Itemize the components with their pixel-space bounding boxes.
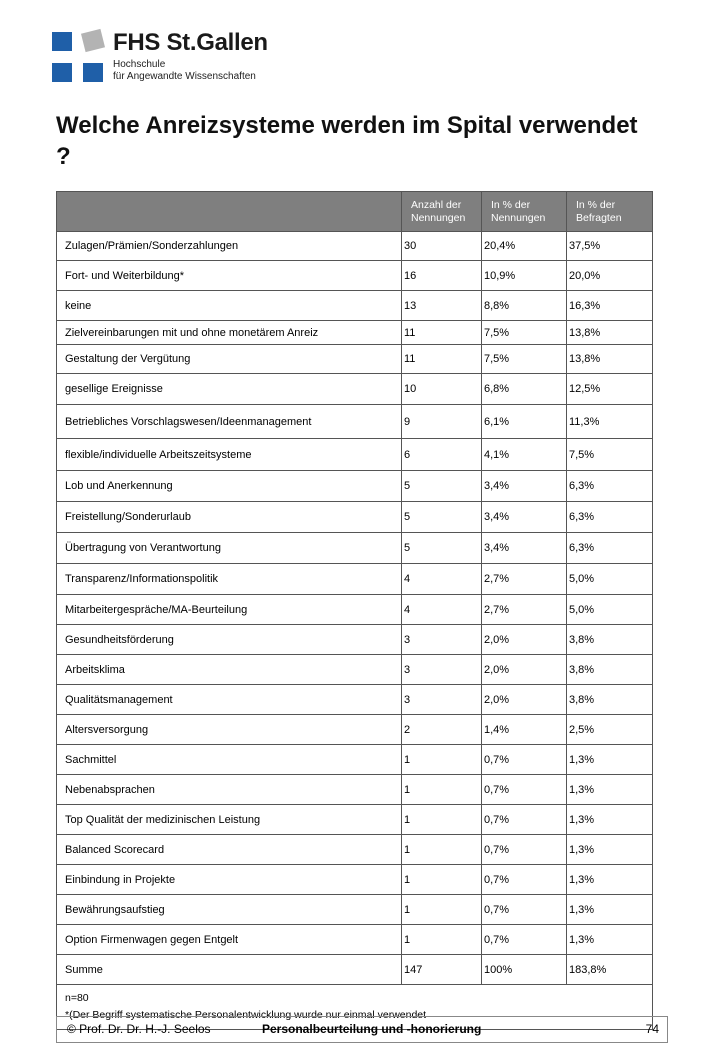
header-cell-label bbox=[57, 192, 402, 232]
row-pct-mentions: 8,8% bbox=[482, 291, 567, 321]
table-row bbox=[57, 625, 653, 655]
row-count: 5 bbox=[402, 471, 482, 502]
row-count: 1 bbox=[402, 745, 482, 775]
table-row bbox=[57, 895, 653, 925]
row-pct-mentions: 2,0% bbox=[482, 625, 567, 655]
row-pct-mentions: 0,7% bbox=[482, 805, 567, 835]
logo-subtitle-line2: für Angewandte Wissenschaften bbox=[113, 71, 256, 82]
row-label: Lob und Anerkennung bbox=[57, 471, 402, 502]
logo-name: FHS St.Gallen bbox=[113, 29, 268, 56]
table-row bbox=[57, 925, 653, 955]
row-pct-respondents: 3,8% bbox=[567, 685, 653, 715]
row-count: 4 bbox=[402, 595, 482, 625]
row-label: Top Qualität der medizinischen Leistung bbox=[57, 805, 402, 835]
row-pct-mentions: 4,1% bbox=[482, 439, 567, 471]
row-pct-mentions: 2,7% bbox=[482, 595, 567, 625]
row-label: Arbeitsklima bbox=[57, 655, 402, 685]
row-count: 4 bbox=[402, 564, 482, 595]
row-label: Gesundheitsförderung bbox=[57, 625, 402, 655]
row-pct-respondents: 5,0% bbox=[567, 595, 653, 625]
footer-page-number: 74 bbox=[645, 1022, 659, 1036]
row-label: Mitarbeitergespräche/MA-Beurteilung bbox=[57, 595, 402, 625]
row-pct-respondents: 12,5% bbox=[567, 374, 653, 405]
table-row bbox=[57, 345, 653, 374]
row-label: Einbindung in Projekte bbox=[57, 865, 402, 895]
row-count: 3 bbox=[402, 655, 482, 685]
row-pct-mentions: 2,7% bbox=[482, 564, 567, 595]
row-label: Transparenz/Informationspolitik bbox=[57, 564, 402, 595]
row-count: 16 bbox=[402, 261, 482, 291]
row-label: Fort- und Weiterbildung* bbox=[57, 261, 402, 291]
row-count: 30 bbox=[402, 232, 482, 261]
footnote-n: n=80 bbox=[65, 992, 89, 1004]
row-pct-respondents: 11,3% bbox=[567, 405, 653, 439]
table-row bbox=[57, 374, 653, 405]
logo-square-gray-tilted bbox=[81, 29, 105, 52]
row-pct-respondents: 6,3% bbox=[567, 502, 653, 533]
row-label: Übertragung von Verantwortung bbox=[57, 533, 402, 564]
row-label: Sachmittel bbox=[57, 745, 402, 775]
row-pct-mentions: 0,7% bbox=[482, 895, 567, 925]
table-row bbox=[57, 805, 653, 835]
row-pct-mentions: 1,4% bbox=[482, 715, 567, 745]
table-header-row bbox=[57, 192, 653, 232]
table-row bbox=[57, 835, 653, 865]
row-pct-mentions: 0,7% bbox=[482, 865, 567, 895]
table-row bbox=[57, 564, 653, 595]
row-pct-respondents: 1,3% bbox=[567, 865, 653, 895]
row-count: 6 bbox=[402, 439, 482, 471]
row-count: 9 bbox=[402, 405, 482, 439]
row-label: keine bbox=[57, 291, 402, 321]
table-row bbox=[57, 471, 653, 502]
table-row bbox=[57, 405, 653, 439]
table-row bbox=[57, 775, 653, 805]
row-count: 147 bbox=[402, 955, 482, 985]
row-pct-respondents: 1,3% bbox=[567, 775, 653, 805]
row-count: 1 bbox=[402, 925, 482, 955]
row-pct-mentions: 0,7% bbox=[482, 745, 567, 775]
table-row bbox=[57, 232, 653, 261]
row-pct-mentions: 10,9% bbox=[482, 261, 567, 291]
row-pct-mentions: 6,1% bbox=[482, 405, 567, 439]
row-label: Betriebliches Vorschlagswesen/Ideenmanagement bbox=[57, 405, 402, 439]
row-pct-respondents: 13,8% bbox=[567, 345, 653, 374]
header-cell-count: Anzahl der Nennungen bbox=[402, 192, 482, 232]
row-label: Freistellung/Sonderurlaub bbox=[57, 502, 402, 533]
row-pct-mentions: 0,7% bbox=[482, 775, 567, 805]
row-pct-respondents: 1,3% bbox=[567, 895, 653, 925]
row-count: 11 bbox=[402, 321, 482, 345]
row-pct-respondents: 1,3% bbox=[567, 925, 653, 955]
footer-course: Personalbeurteilung und -honorierung bbox=[262, 1022, 482, 1036]
header-cell-pct-respondents: In % der Befragten bbox=[567, 192, 653, 232]
row-pct-respondents: 5,0% bbox=[567, 564, 653, 595]
table-row bbox=[57, 655, 653, 685]
row-pct-mentions: 3,4% bbox=[482, 502, 567, 533]
row-pct-mentions: 7,5% bbox=[482, 345, 567, 374]
table-row bbox=[57, 261, 653, 291]
row-pct-mentions: 0,7% bbox=[482, 925, 567, 955]
table-row bbox=[57, 291, 653, 321]
row-pct-respondents: 20,0% bbox=[567, 261, 653, 291]
row-label: Gestaltung der Vergütung bbox=[57, 345, 402, 374]
logo-square-blue-bottom-left bbox=[52, 63, 72, 82]
row-pct-respondents: 37,5% bbox=[567, 232, 653, 261]
row-pct-respondents: 6,3% bbox=[567, 533, 653, 564]
row-pct-respondents: 13,8% bbox=[567, 321, 653, 345]
row-label: Option Firmenwagen gegen Entgelt bbox=[57, 925, 402, 955]
row-count: 1 bbox=[402, 805, 482, 835]
row-pct-respondents: 1,3% bbox=[567, 745, 653, 775]
incentive-table bbox=[56, 191, 653, 1030]
row-pct-mentions: 2,0% bbox=[482, 655, 567, 685]
page-title: Welche Anreizsysteme werden im Spital verwendet ? bbox=[56, 112, 638, 170]
row-label: Summe bbox=[57, 955, 402, 985]
logo-square-blue-bottom-right bbox=[83, 63, 103, 82]
table-row bbox=[57, 502, 653, 533]
table-row bbox=[57, 715, 653, 745]
row-pct-mentions: 7,5% bbox=[482, 321, 567, 345]
table-row bbox=[57, 321, 653, 345]
table-row bbox=[57, 955, 653, 985]
row-pct-respondents: 1,3% bbox=[567, 805, 653, 835]
row-pct-mentions: 20,4% bbox=[482, 232, 567, 261]
row-pct-respondents: 3,8% bbox=[567, 655, 653, 685]
row-pct-mentions: 3,4% bbox=[482, 533, 567, 564]
row-pct-respondents: 7,5% bbox=[567, 439, 653, 471]
row-count: 3 bbox=[402, 625, 482, 655]
row-count: 5 bbox=[402, 502, 482, 533]
row-pct-mentions: 6,8% bbox=[482, 374, 567, 405]
row-count: 13 bbox=[402, 291, 482, 321]
row-count: 2 bbox=[402, 715, 482, 745]
row-label: Zielvereinbarungen mit und ohne monetärem Anreiz bbox=[57, 321, 402, 345]
row-count: 1 bbox=[402, 835, 482, 865]
row-label: Altersversorgung bbox=[57, 715, 402, 745]
row-count: 1 bbox=[402, 775, 482, 805]
slide-footer bbox=[56, 1016, 668, 1043]
row-pct-respondents: 3,8% bbox=[567, 625, 653, 655]
row-count: 11 bbox=[402, 345, 482, 374]
table-row bbox=[57, 745, 653, 775]
table-row bbox=[57, 439, 653, 471]
row-count: 1 bbox=[402, 865, 482, 895]
table-row bbox=[57, 533, 653, 564]
logo-square-blue-top-left bbox=[52, 32, 72, 51]
table-row bbox=[57, 865, 653, 895]
row-count: 1 bbox=[402, 895, 482, 925]
row-pct-respondents: 183,8% bbox=[567, 955, 653, 985]
row-pct-respondents: 1,3% bbox=[567, 835, 653, 865]
row-label: gesellige Ereignisse bbox=[57, 374, 402, 405]
row-label: Nebenabsprachen bbox=[57, 775, 402, 805]
logo-subtitle-line1: Hochschule bbox=[113, 59, 166, 70]
row-label: Zulagen/Prämien/Sonderzahlungen bbox=[57, 232, 402, 261]
row-label: Balanced Scorecard bbox=[57, 835, 402, 865]
row-pct-respondents: 16,3% bbox=[567, 291, 653, 321]
row-pct-mentions: 100% bbox=[482, 955, 567, 985]
row-count: 10 bbox=[402, 374, 482, 405]
row-pct-mentions: 0,7% bbox=[482, 835, 567, 865]
row-count: 3 bbox=[402, 685, 482, 715]
row-count: 5 bbox=[402, 533, 482, 564]
header-cell-pct-mentions: In % der Nennungen bbox=[482, 192, 567, 232]
row-pct-respondents: 2,5% bbox=[567, 715, 653, 745]
table-row bbox=[57, 595, 653, 625]
row-pct-respondents: 6,3% bbox=[567, 471, 653, 502]
row-label: flexible/individuelle Arbeitszeitsysteme bbox=[57, 439, 402, 471]
footnote-text: *(Der Begriff systematische Personalentwicklung wurde nur einmal verwendet bbox=[65, 1009, 427, 1021]
row-label: Qualitätsmanagement bbox=[57, 685, 402, 715]
footer-author: © Prof. Dr. Dr. H.-J. Seelos bbox=[67, 1022, 211, 1036]
table-row bbox=[57, 685, 653, 715]
row-label: Bewährungsaufstieg bbox=[57, 895, 402, 925]
row-pct-mentions: 2,0% bbox=[482, 685, 567, 715]
row-pct-mentions: 3,4% bbox=[482, 471, 567, 502]
